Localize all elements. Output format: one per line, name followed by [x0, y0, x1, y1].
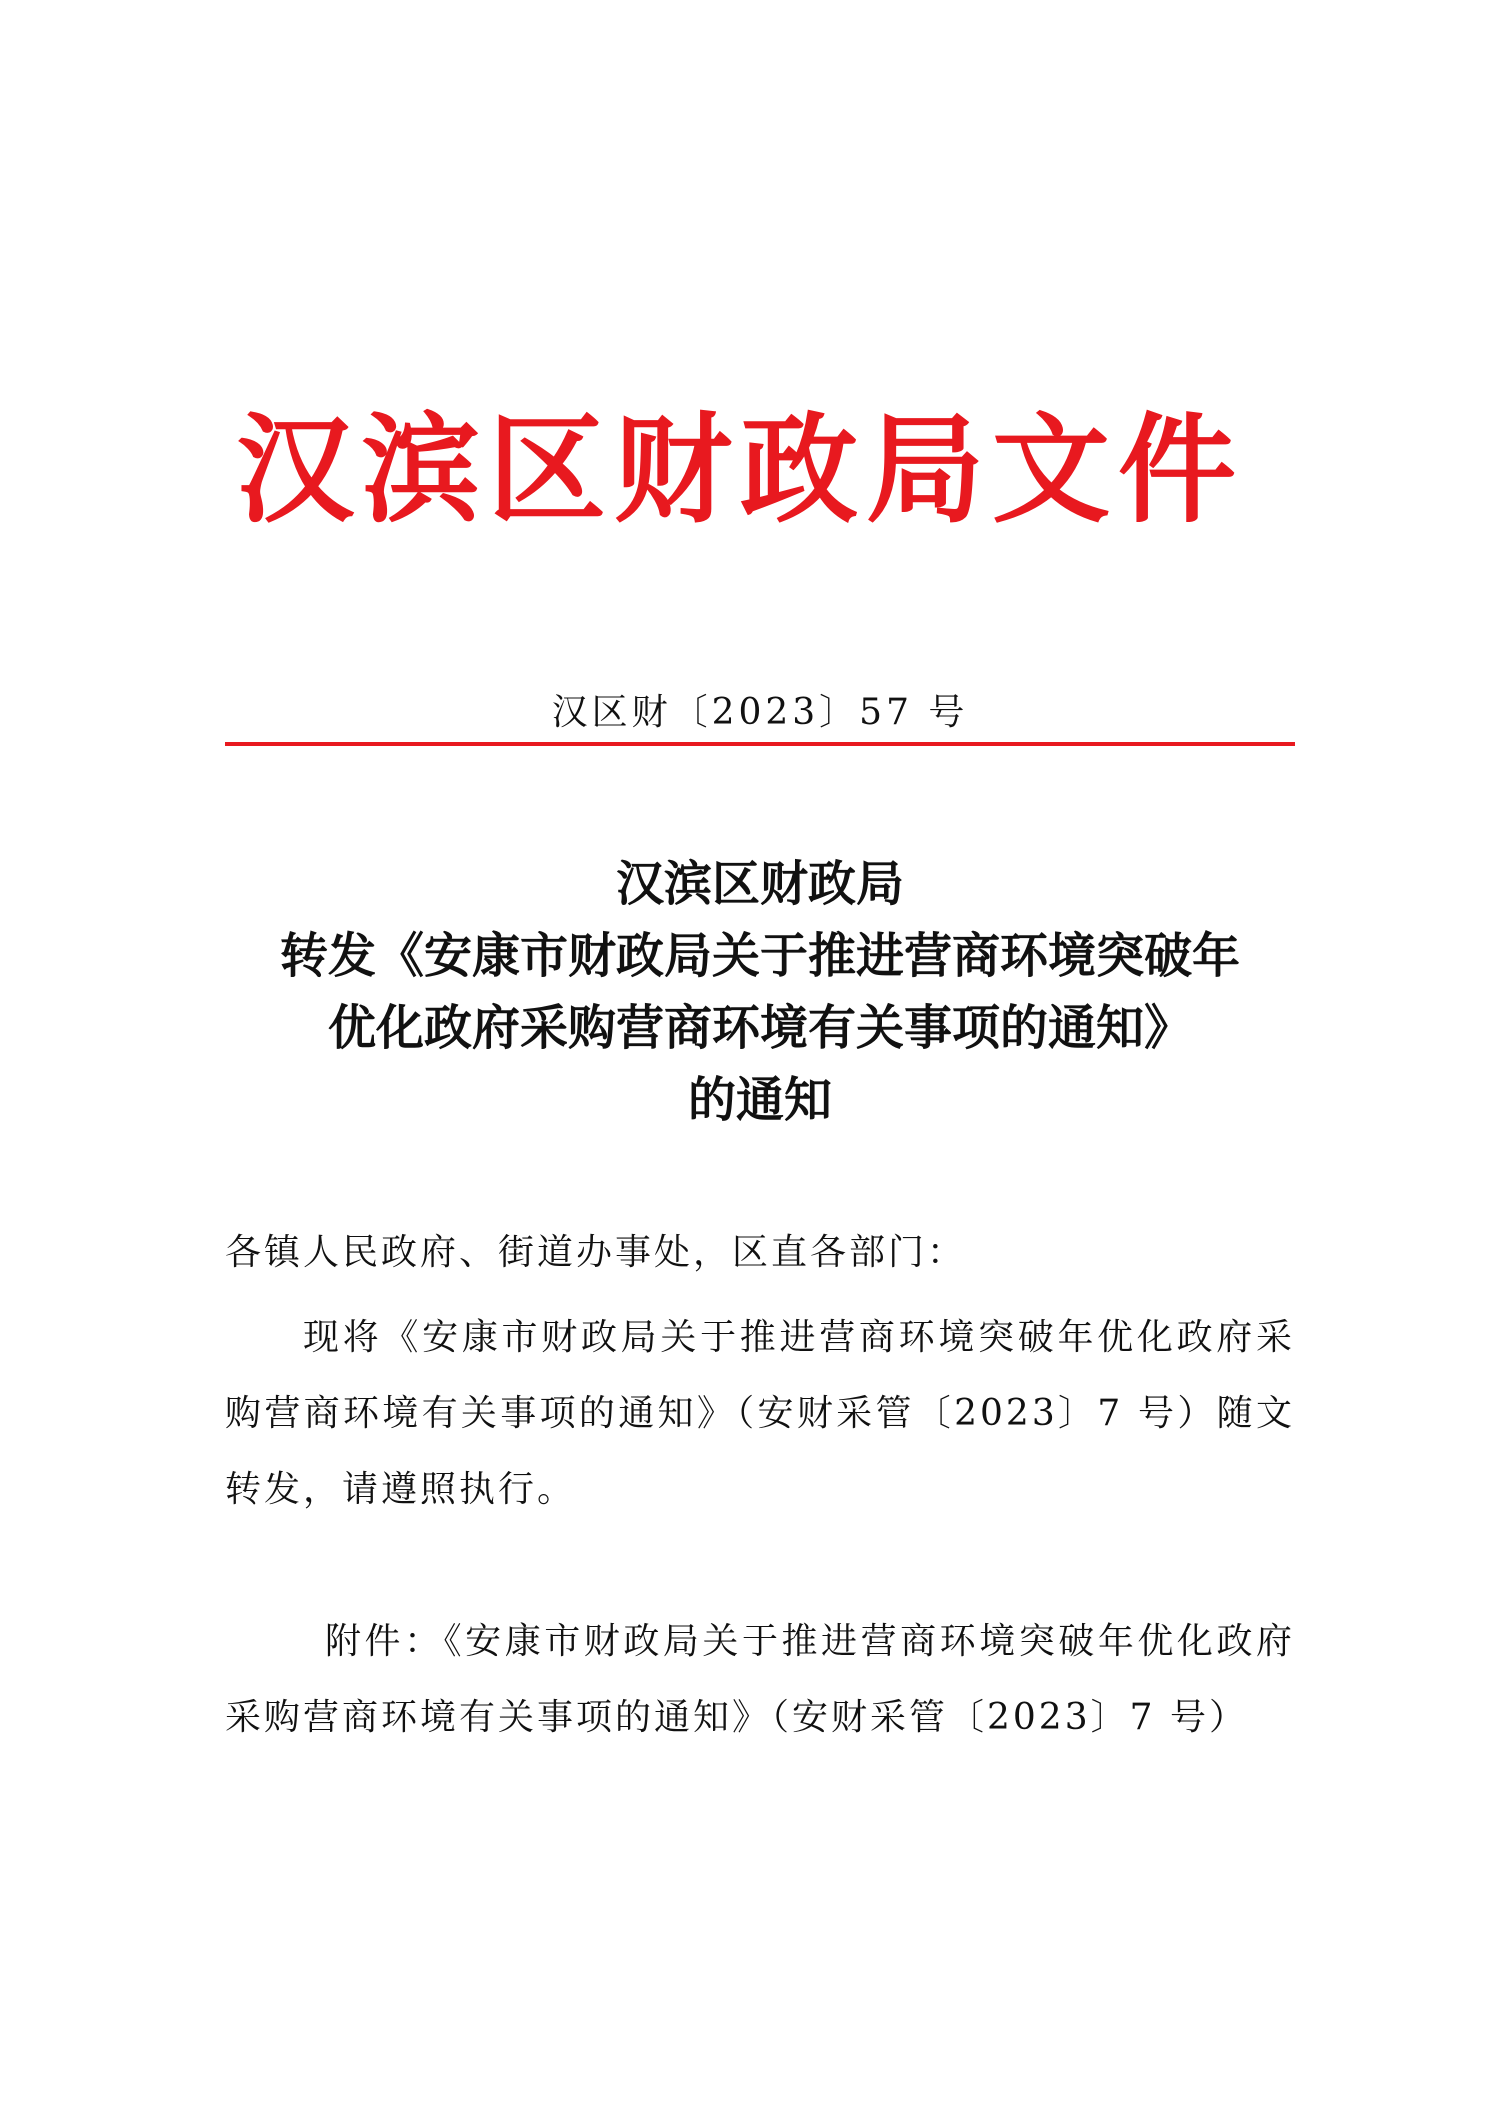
- attachment-line-2: 采购营商环境有关事项的通知》（安财采管〔2023〕7 号）: [225, 1697, 1248, 1738]
- red-divider-line: [225, 742, 1295, 746]
- title-line-2: 转发《安康市财政局关于推进营商环境突破年: [279, 928, 1240, 984]
- body-line-3: 转发，请遵照执行。: [225, 1469, 577, 1510]
- body-paragraph: [225, 1300, 1295, 1528]
- body-line-1: 现将《安康市财政局关于推进营商环境突破年优化政府采: [303, 1317, 1295, 1358]
- attachment-line-1: 附件：《安康市财政局关于推进营商环境突破年优化政府: [325, 1621, 1295, 1662]
- salutation: 各镇人民政府、街道办事处，区直各部门：: [225, 1232, 967, 1273]
- document-number: 汉区财〔2023〕57 号: [551, 692, 969, 733]
- body-line-2: 购营商环境有关事项的通知》（安财采管〔2023〕7 号）随文: [225, 1393, 1295, 1434]
- document-title: [200, 848, 1320, 1136]
- title-line-4: 的通知: [687, 1072, 832, 1128]
- masthead-title: 汉滨区财政局文件: [235, 401, 1244, 539]
- title-line-1: 汉滨区财政局: [615, 856, 904, 912]
- title-line-3: 优化政府采购营商环境有关事项的通知》: [327, 1000, 1192, 1056]
- attachment-paragraph: [225, 1604, 1295, 1756]
